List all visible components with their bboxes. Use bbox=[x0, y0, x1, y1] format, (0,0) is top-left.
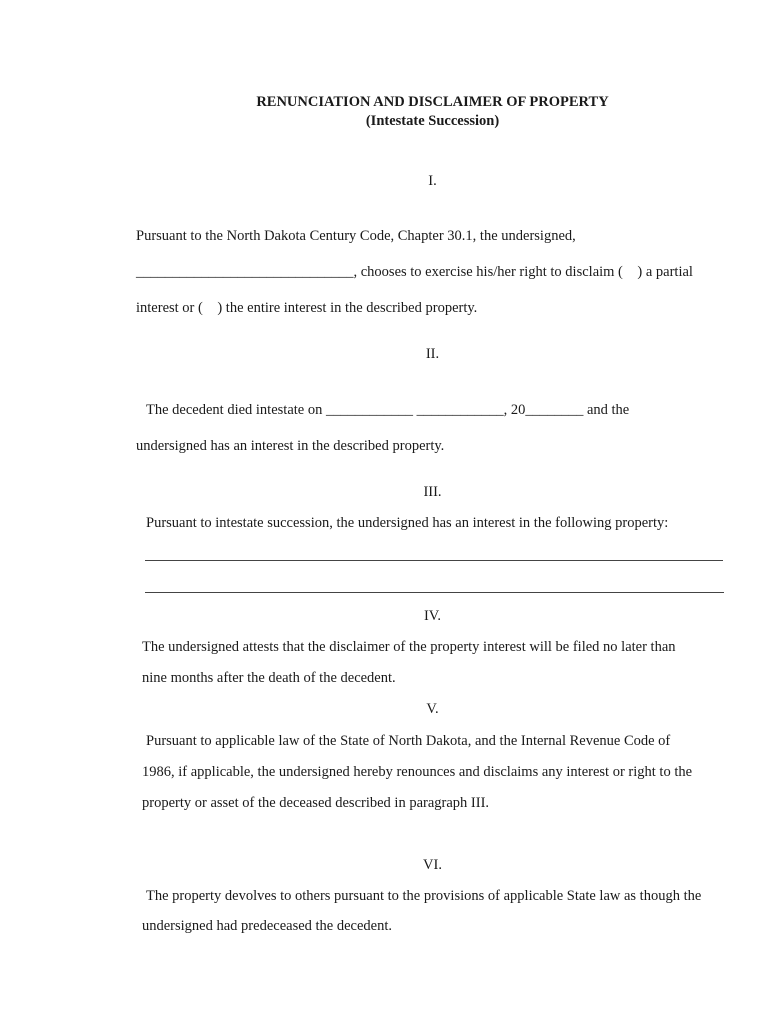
document-subtitle: (Intestate Succession) bbox=[365, 113, 500, 129]
section-iv-line-2: nine months after the death of the decedent. bbox=[142, 670, 396, 686]
section-i-line-1: Pursuant to the North Dakota Century Code, Chapter 30.1, the undersigned, bbox=[136, 228, 576, 244]
section-v-line-1: Pursuant to applicable law of the State of North Dakota, and the Internal Revenue Code of bbox=[146, 733, 671, 749]
section-i-heading: I. bbox=[428, 173, 437, 189]
document-title: RENUNCIATION AND DISCLAIMER OF PROPERTY bbox=[256, 94, 609, 110]
section-ii-heading: II. bbox=[425, 346, 440, 362]
section-i-line-2: ______________________________, chooses to exercise his/her right to disclaim ( ) a partial bbox=[136, 264, 693, 280]
section-iii-heading: III. bbox=[423, 484, 442, 500]
section-vi-heading: VI. bbox=[423, 857, 442, 873]
section-iv-line-1: The undersigned attests that the disclaimer of the property interest will be filed no later than bbox=[142, 639, 676, 655]
property-blank-line-1 bbox=[145, 560, 723, 561]
section-iv-heading: IV. bbox=[423, 608, 442, 624]
section-ii-line-1: The decedent died intestate on ____________ ____________, 20________ and the bbox=[146, 402, 630, 418]
section-v-line-3: property or asset of the deceased described in paragraph III. bbox=[142, 795, 490, 811]
section-i-line-3: interest or ( ) the entire interest in the described property. bbox=[136, 300, 478, 316]
section-vi-line-2: undersigned had predeceased the decedent. bbox=[142, 918, 393, 934]
section-vi-line-1: The property devolves to others pursuant to the provisions of applicable State law as though the bbox=[146, 888, 702, 904]
section-v-heading: V. bbox=[426, 701, 439, 717]
property-blank-line-2 bbox=[145, 592, 724, 593]
section-iii-line-1: Pursuant to intestate succession, the undersigned has an interest in the following property: bbox=[146, 515, 669, 531]
section-ii-line-2: undersigned has an interest in the described property. bbox=[136, 438, 445, 454]
section-v-line-2: 1986, if applicable, the undersigned hereby renounces and disclaims any interest or right to the bbox=[142, 764, 693, 780]
